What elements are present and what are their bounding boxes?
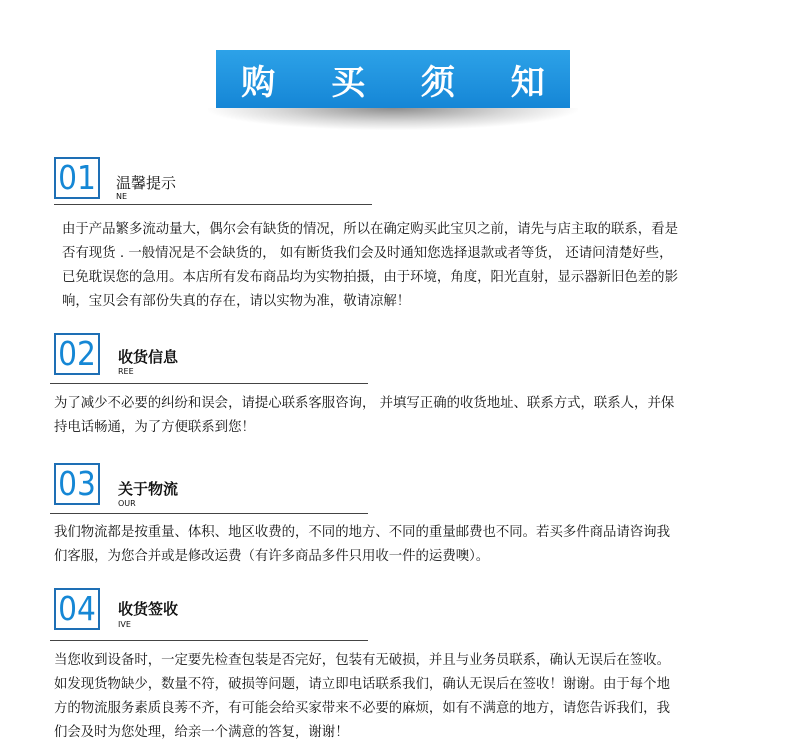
section-body — [62, 218, 678, 314]
section-number: 03 — [54, 463, 100, 505]
section-subtitle: IVE — [118, 620, 131, 629]
body-line: 已免耽误您的急用。本店所有发布商品均为实物拍摄，由于环境，角度，阳光直射，显示器新旧色差的影 — [62, 270, 678, 285]
banner — [216, 50, 570, 128]
section-body — [54, 649, 670, 745]
section-number: 01 — [54, 157, 100, 199]
body-line: 如发现货物缺少，数量不符，破损等问题，请立即电话联系我们，确认无误后在签收！谢谢。由于每个地 — [54, 677, 670, 692]
body-line: 我们物流都是按重量、体积、地区收费的，不同的地方、不同的重量邮费也不同。若买多件商品请咨询我 — [54, 525, 670, 540]
section-subtitle: OUR — [118, 499, 136, 508]
body-line: 们客服，为您合并或是修改运费（有许多商品多件只用收一件的运费噢）。 — [54, 549, 490, 564]
body-line: 方的物流服务素质良莠不齐，有可能会给买家带来不必要的麻烦，如有不满意的地方，请您告诉我们，我 — [54, 701, 670, 716]
section-title: 温馨提示 — [116, 174, 177, 192]
section-title: 收货签收 — [118, 600, 179, 618]
section-body — [54, 392, 674, 440]
body-line: 由于产品繁多流动量大，偶尔会有缺货的情况，所以在确定购买此宝贝之前，请先与店主取的联系，看是 — [62, 222, 678, 237]
section-subtitle: NE — [116, 192, 128, 201]
section-number: 04 — [54, 588, 100, 630]
body-line: 为了减少不必要的纠纷和误会，请提心联系客服咨询， 并填写正确的收货地址、联系方式，联系人，并保 — [54, 396, 675, 411]
section-divider — [50, 513, 368, 514]
body-line: 否有现货 . 一般情况是不会缺货的， 如有断货我们会及时通知您选择退款或者等货， 还请问清楚好些， — [62, 246, 673, 261]
body-line: 持电话畅通，为了方便联系到您！ — [54, 420, 255, 435]
section-divider — [50, 383, 368, 384]
section-divider — [54, 204, 372, 205]
banner-shadow — [208, 108, 578, 130]
section-divider — [50, 640, 368, 641]
body-line: 当您收到设备时，一定要先检查包装是否完好，包装有无破损，并且与业务员联系，确认无误后在签收。 — [54, 653, 670, 668]
body-line: 响，宝贝会有部份失真的存在，请以实物为准，敬请凉解！ — [62, 294, 411, 309]
body-line: 们会及时为您处理，给亲一个满意的答复，谢谢！ — [54, 725, 349, 740]
section-title: 收货信息 — [118, 348, 179, 366]
section-body — [54, 521, 670, 569]
section-title: 关于物流 — [118, 480, 179, 498]
banner-title: 购 买 须 知 — [216, 50, 570, 108]
section-subtitle: REE — [118, 367, 134, 376]
section-number: 02 — [54, 333, 100, 375]
